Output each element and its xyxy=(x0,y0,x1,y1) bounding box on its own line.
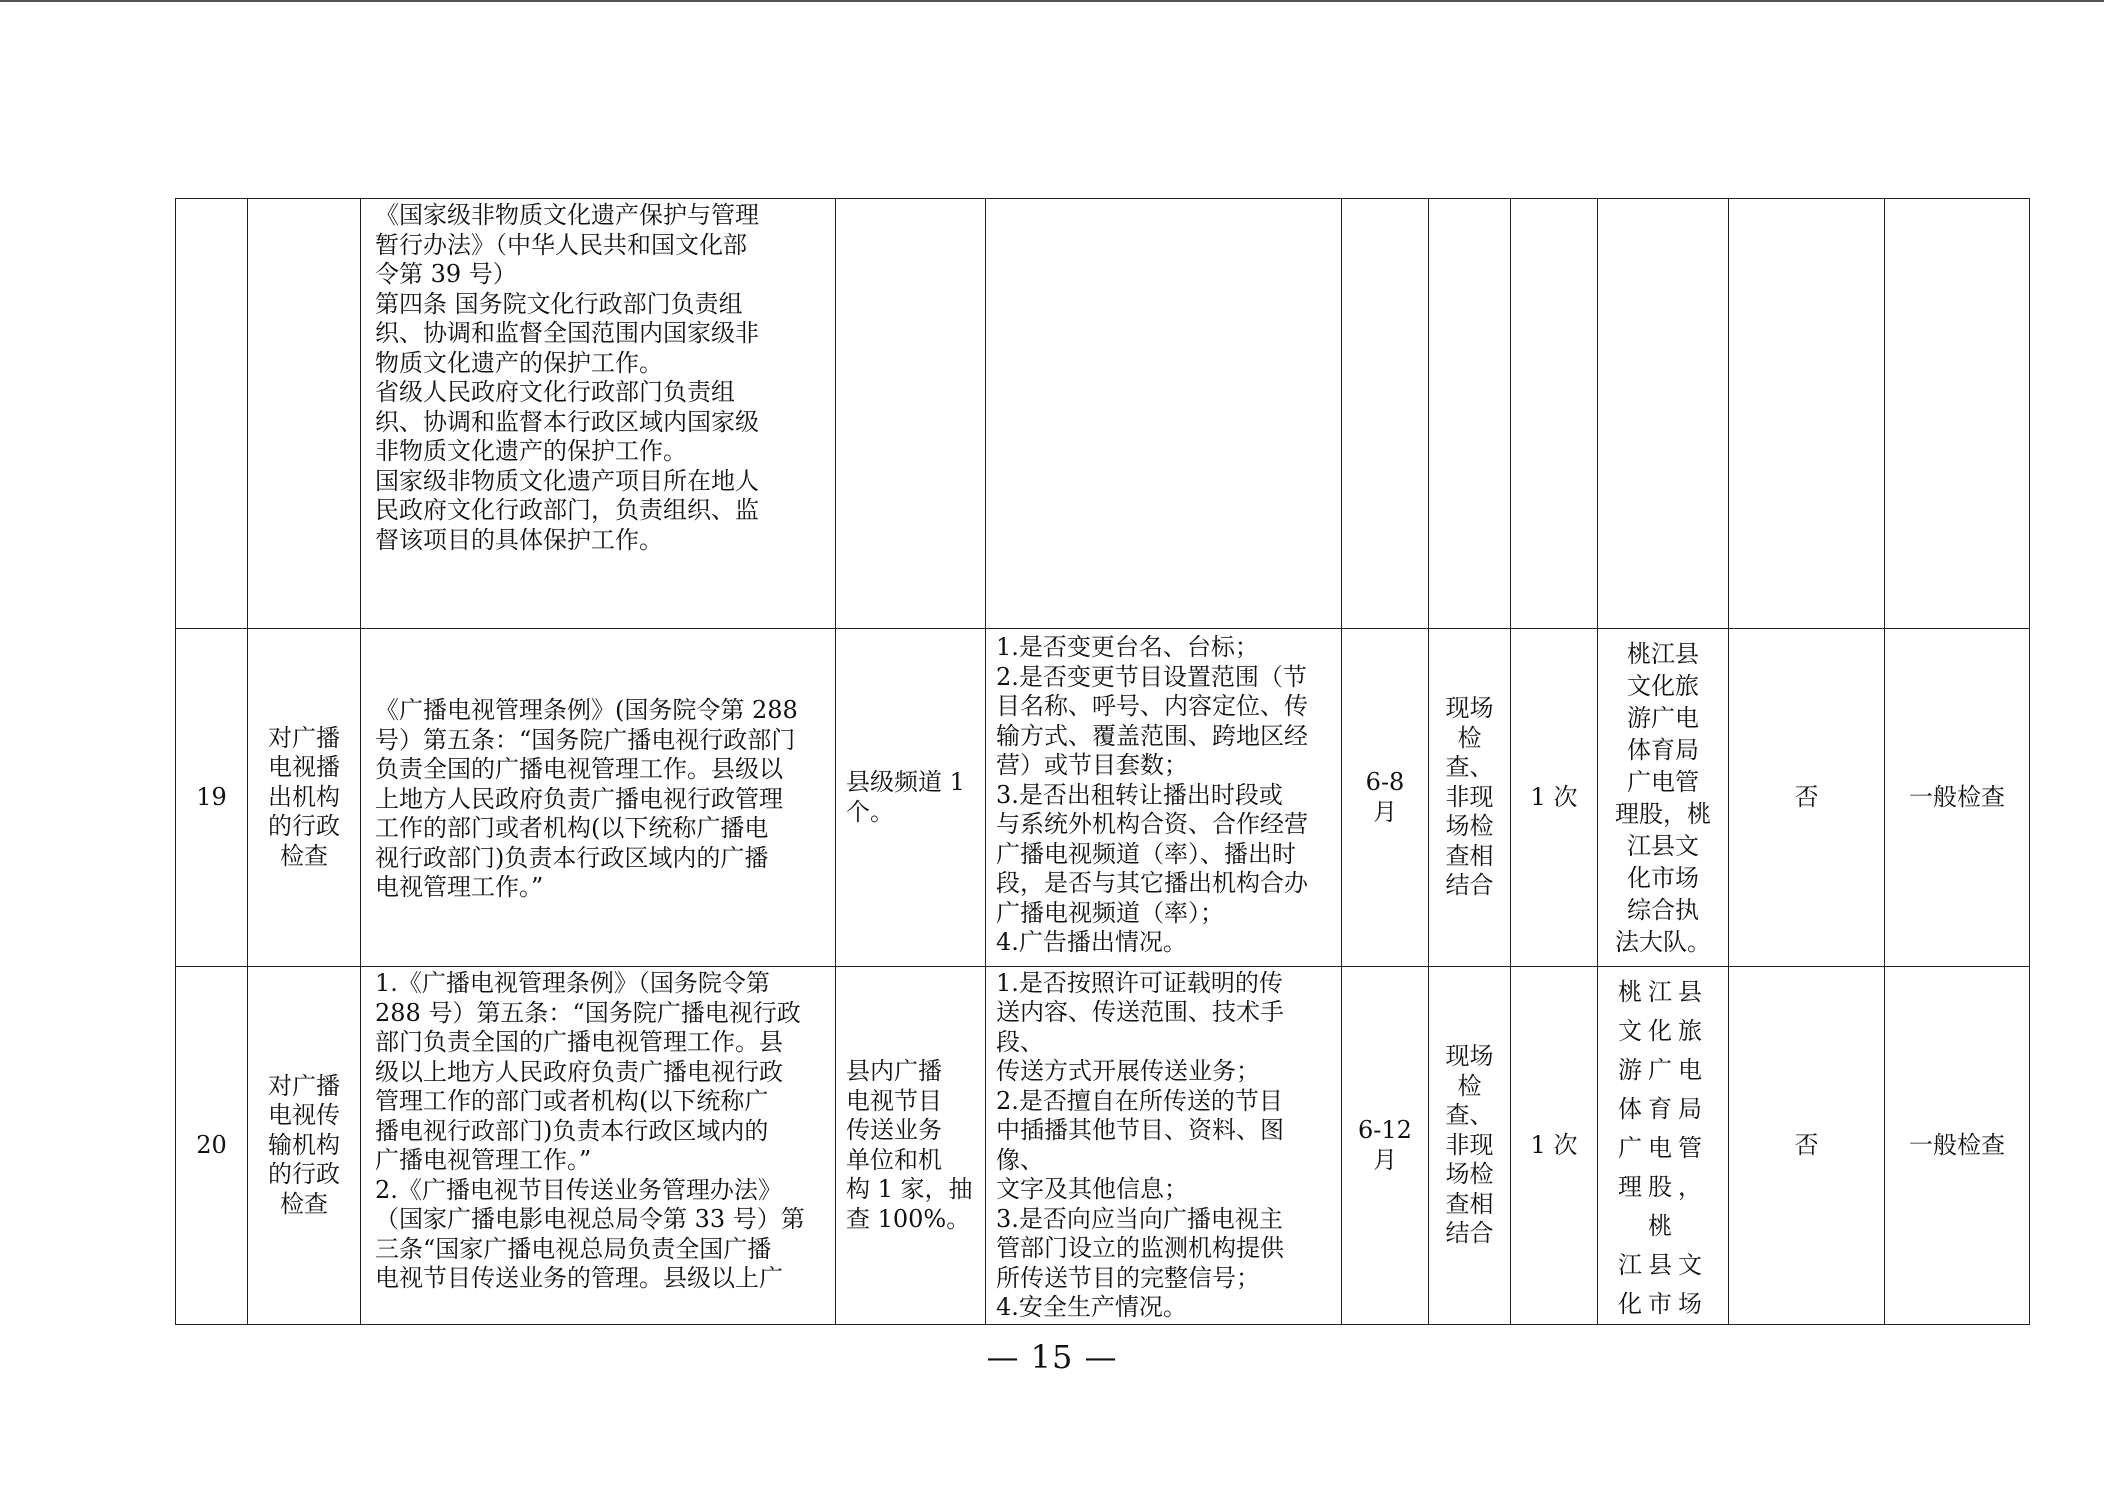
inspection-frequency xyxy=(1511,199,1598,629)
table-row xyxy=(176,629,2030,967)
row-number: 20 xyxy=(176,967,248,1325)
top-border-line xyxy=(0,0,2104,2)
joint-inspection: 否 xyxy=(1729,967,1885,1325)
inspection-object: 县级频道 1 个。 xyxy=(836,629,986,967)
inspection-type: 一般检查 xyxy=(1885,629,2030,967)
inspection-frequency: 1 次 xyxy=(1511,629,1598,967)
table-row xyxy=(176,967,2030,1325)
inspection-type: 一般检查 xyxy=(1885,967,2030,1325)
joint-inspection: 否 xyxy=(1729,629,1885,967)
inspection-content xyxy=(986,199,1342,629)
inspection-time xyxy=(1342,199,1429,629)
inspection-method: 现场 检 查、 非现 场检 查相 结合 xyxy=(1429,629,1511,967)
inspection-content: 1.是否变更台名、台标； 2.是否变更节目设置范围（节 目名称、呼号、内容定位、传 输方式、覆盖范围、跨地区经 营）或节目套数； 3.是否出租转让播出时段或 与系统外机构合资、合作经营 广播电视频道（率）、播出时 段，是否与其它播出机构合办 广播电视频道（率）； 4.广告播出情况。 xyxy=(986,629,1342,967)
inspection-object xyxy=(836,199,986,629)
table-row xyxy=(176,199,2030,629)
page-number: — 15 — xyxy=(986,1338,1118,1376)
row-number: 19 xyxy=(176,629,248,967)
joint-inspection xyxy=(1729,199,1885,629)
inspection-item: 对广播 电视播 出机构 的行政 检查 xyxy=(248,629,361,967)
inspection-table xyxy=(175,198,2030,1325)
responsible-department: 桃江县 文化旅 游广电 体育局 广电管 理股，桃 江县文 化市场 xyxy=(1598,967,1729,1325)
inspection-method xyxy=(1429,199,1511,629)
legal-basis: 1.《广播电视管理条例》（国务院令第 288 号）第五条：“国务院广播电视行政 部门负责全国的广播电视管理工作。县 级以上地方人民政府负责广播电视行政 管理工作的部门或者机构(以下统称广 播电视行政部门)负责本行政区域内的 广播电视管理工作。” 2.《广播电视节目传送业务管理办法》 （国家广播电影电视总局令第 33 号）第 三条“国家广播电视总局负责全国广播 电视节目传送业务的管理。县级以上广 xyxy=(361,967,836,1325)
inspection-item xyxy=(248,199,361,629)
inspection-type xyxy=(1885,199,2030,629)
legal-basis: 《广播电视管理条例》(国务院令第 288 号）第五条：“国务院广播电视行政部门 负责全国的广播电视管理工作。县级以 上地方人民政府负责广播电视行政管理 工作的部门或者机构(以下统称广播电 视行政部门)负责本行政区域内的广播 电视管理工作。” xyxy=(361,629,836,967)
inspection-content: 1.是否按照许可证载明的传 送内容、传送范围、技术手段、 传送方式开展传送业务； 2.是否擅自在所传送的节目 中插播其他节目、资料、图像、 文字及其他信息； 3.是否向应当向广播电视主 管部门设立的监测机构提供 所传送节目的完整信号； 4.安全生产情况。 xyxy=(986,967,1342,1325)
responsible-department: 桃江县 文化旅 游广电 体育局 广电管 理股，桃 江县文 化市场 综合执 法大队。 xyxy=(1598,629,1729,967)
responsible-department xyxy=(1598,199,1729,629)
inspection-item: 对广播 电视传 输机构 的行政 检查 xyxy=(248,967,361,1325)
inspection-object: 县内广播 电视节目 传送业务 单位和机 构 1 家，抽 查 100%。 xyxy=(836,967,986,1325)
inspection-time: 6-8 月 xyxy=(1342,629,1429,967)
inspection-time: 6-12 月 xyxy=(1342,967,1429,1325)
legal-basis: 《国家级非物质文化遗产保护与管理 暂行办法》（中华人民共和国文化部 令第 39 号） 第四条 国务院文化行政部门负责组 织、协调和监督全国范围内国家级非 物质文化遗产的保护工作。 省级人民政府文化行政部门负责组 织、协调和监督本行政区域内国家级 非物质文化遗产的保护工作。 国家级非物质文化遗产项目所在地人 民政府文化行政部门，负责组织、监 督该项目的具体保护工作。 xyxy=(361,199,836,629)
inspection-frequency: 1 次 xyxy=(1511,967,1598,1325)
inspection-method: 现场 检 查、 非现 场检 查相 结合 xyxy=(1429,967,1511,1325)
row-number xyxy=(176,199,248,629)
